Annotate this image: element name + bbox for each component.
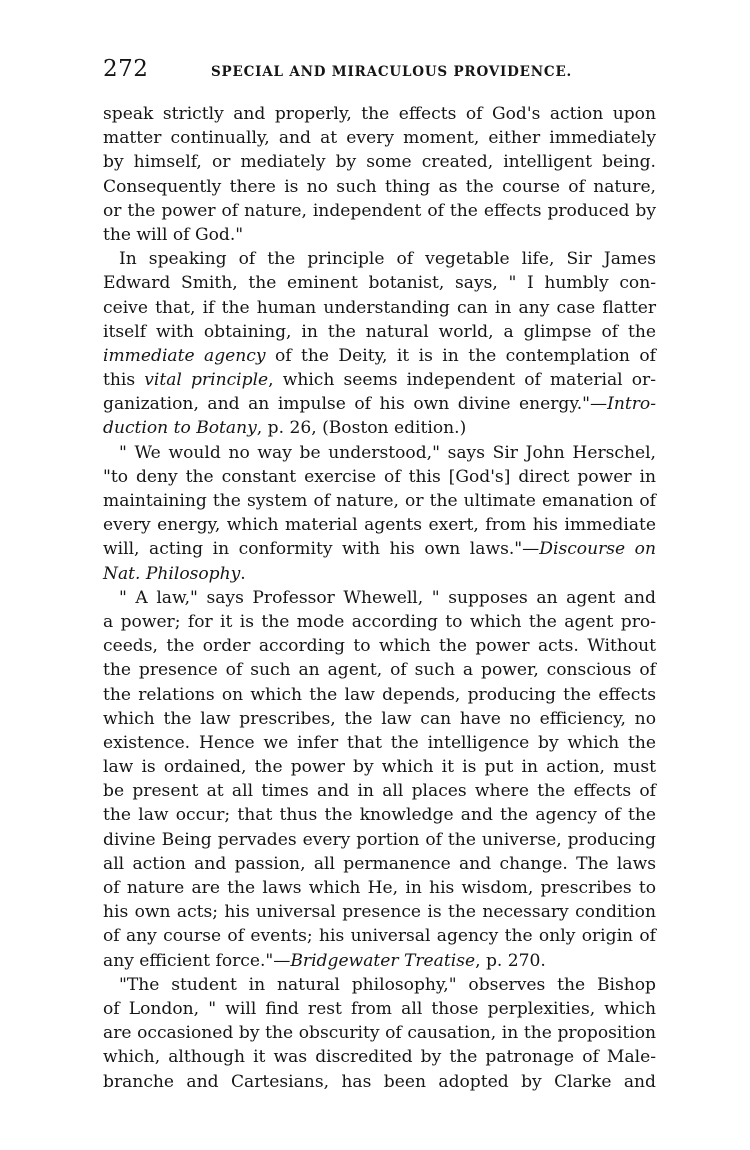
text-line: branche and Cartesians, has been adopted by Clarke and <box>103 1071 656 1092</box>
page-header <box>103 56 656 86</box>
text-line: immediate agency of the Deity, it is in the contemplation of <box>103 345 656 366</box>
text-line: law is ordained, the power by which it is put in action, must <box>103 757 656 778</box>
text-line: ceive that, if the human understanding can in any case flatter <box>103 297 656 318</box>
text-line: all action and passion, all permanence and change. The laws <box>103 853 656 874</box>
text-line: divine Being pervades every portion of the universe, producing <box>103 829 656 850</box>
text-line: "to deny the constant exercise of this [God's] direct power in <box>103 466 656 487</box>
text-line: of any course of events; his universal agency the only origin of <box>103 926 656 947</box>
text-line: or the power of nature, independent of the effects produced by <box>103 200 656 221</box>
text-line: his own acts; his universal presence is the necessary condition <box>103 902 656 923</box>
text-line: a power; for it is the mode according to which the agent pro- <box>103 611 656 632</box>
text-line: are occasioned by the obscurity of causation, in the proposition <box>103 1023 656 1044</box>
page-body-text <box>103 102 656 1094</box>
text-line: " We would no way be understood," says Sir John Herschel, <box>119 442 656 463</box>
text-line: Edward Smith, the eminent botanist, says, " I humbly con- <box>103 273 656 294</box>
text-line: which the law prescribes, the law can have no efficiency, no <box>103 708 656 729</box>
text-line: duction to Botany, p. 26, (Boston edition.) <box>103 418 467 439</box>
text-line: ceeds, the order according to which the power acts. Without <box>103 636 656 657</box>
text-line: ganization, and an impulse of his own divine energy."—Intro- <box>103 394 656 415</box>
text-line: speak strictly and properly, the effects of God's action upon <box>103 104 656 124</box>
text-line: " A law," says Professor Whewell, " supposes an agent and <box>119 587 656 608</box>
text-line: "The student in natural philosophy," observes the Bishop <box>119 974 656 995</box>
text-line: maintaining the system of nature, or the ultimate emanation of <box>103 491 656 511</box>
text-line: the presence of such an agent, of such a power, conscious of <box>103 660 656 681</box>
page-number: 272 <box>103 56 149 82</box>
text-line: of London, " will find rest from all those perplexities, which <box>103 998 656 1019</box>
text-line: the relations on which the law depends, producing the effects <box>103 684 656 705</box>
text-line: matter continually, and at every moment, either immediately <box>103 128 656 149</box>
text-line: any efficient force."—Bridgewater Treatise, p. 270. <box>103 950 546 971</box>
text-line: will, acting in conformity with his own laws."—Discourse on <box>103 539 656 560</box>
text-line: the will of God." <box>103 224 244 245</box>
text-line: of nature are the laws which He, in his wisdom, prescribes to <box>103 878 656 898</box>
text-line: existence. Hence we infer that the intelligence by which the <box>103 732 656 753</box>
text-line: Consequently there is no such thing as the course of nature, <box>103 176 656 197</box>
text-line: be present at all times and in all places where the effects of <box>103 781 656 802</box>
text-line: this vital principle, which seems independent of material or- <box>103 370 656 391</box>
text-line: Nat. Philosophy. <box>103 563 246 584</box>
text-line: every energy, which material agents exert, from his immediate <box>103 515 656 536</box>
text-line: the law occur; that thus the knowledge and the agency of the <box>103 805 656 826</box>
running-title: SPECIAL AND MIRACULOUS PROVIDENCE. <box>211 64 573 80</box>
text-line: In speaking of the principle of vegetable life, Sir James <box>119 249 656 270</box>
text-line: by himself, or mediately by some created, intelligent being. <box>103 152 656 173</box>
text-line: itself with obtaining, in the natural world, a glimpse of the <box>103 321 656 342</box>
text-line: which, although it was discredited by the patronage of Male- <box>103 1047 656 1068</box>
